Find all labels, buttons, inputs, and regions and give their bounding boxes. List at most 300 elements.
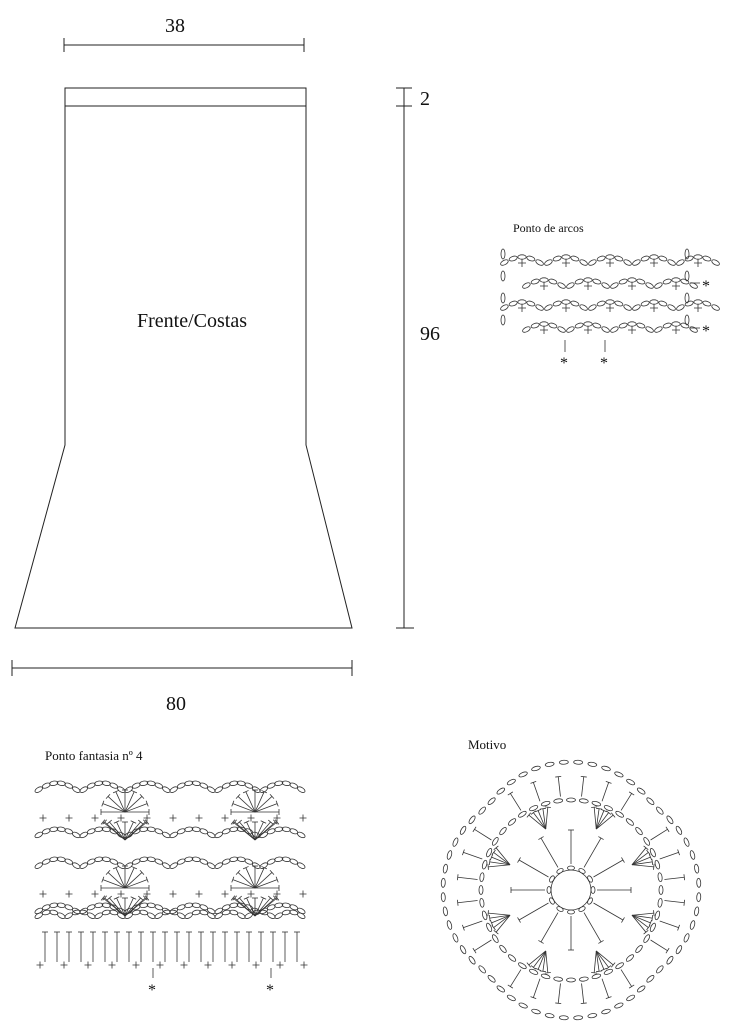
chain-stitch: [562, 255, 570, 259]
double-crochet-stitch: [474, 829, 491, 840]
chain-stitch: [267, 912, 276, 920]
chain-stitch: [696, 893, 700, 902]
arcos-marker-row-2: *: [702, 323, 710, 340]
chain-stitch: [641, 300, 650, 307]
chain-stitch: [297, 786, 306, 794]
chain-stitch: [579, 259, 588, 267]
chain-stitch: [441, 878, 445, 887]
single-crochet-stitch: [222, 815, 229, 822]
chain-stitch: [641, 255, 650, 262]
double-crochet-stitch: [109, 822, 125, 840]
chain-stitch: [557, 326, 566, 334]
chain-stitch: [591, 973, 601, 979]
chain-stitch: [635, 826, 644, 835]
fantasia-title: Ponto fantasia nº 4: [45, 748, 143, 763]
stitch-top-bar: [538, 837, 543, 840]
stitch-top-bar: [555, 1003, 561, 1004]
chain-stitch: [689, 920, 695, 930]
single-crochet-stitch: [118, 891, 125, 898]
double-crochet-stitch: [519, 860, 548, 877]
single-crochet-stitch: [248, 815, 255, 822]
stitch-top-bar: [473, 827, 476, 832]
chain-stitch: [645, 282, 654, 290]
chain-stitch: [694, 907, 699, 917]
fantasia-stitch-grid: [34, 780, 307, 968]
chain-stitch: [548, 897, 555, 905]
double-crochet-stitch: [546, 807, 548, 829]
chain-stitch: [556, 906, 564, 913]
fantasia-bottom-markers: [148, 968, 274, 999]
single-crochet-stitch: [274, 815, 281, 822]
double-crochet-stitch: [602, 782, 609, 801]
motivo-chart: [441, 737, 701, 1020]
chain-stitch: [540, 322, 548, 326]
double-crochet-stitch: [664, 901, 684, 903]
chain-stitch: [587, 875, 594, 883]
chain-stitch: [487, 797, 496, 806]
chain-stitch: [535, 259, 544, 267]
single-crochet-stitch: [606, 259, 614, 267]
single-crochet-stitch: [109, 962, 116, 969]
chain-stitch: [675, 825, 683, 835]
chain-stitch: [479, 898, 484, 907]
single-crochet-stitch: [229, 962, 236, 969]
chain-stitch: [556, 867, 564, 874]
chain-stitch: [636, 985, 646, 993]
stitch-top-bar: [540, 808, 546, 809]
chain-stitch: [518, 300, 526, 304]
chain-stitch: [672, 278, 680, 282]
single-crochet-stitch: [157, 962, 164, 969]
chain-stitch: [72, 831, 81, 839]
double-crochet-stitch: [582, 777, 584, 797]
single-crochet-stitch: [672, 282, 680, 290]
stitch-top-bar: [629, 985, 634, 988]
single-crochet-stitch: [694, 304, 702, 312]
chain-stitch: [587, 897, 594, 905]
chain-stitch: [597, 255, 606, 262]
chain-stitch: [446, 850, 452, 860]
single-crochet-stitch: [40, 891, 47, 898]
chain-stitch: [452, 837, 459, 847]
single-crochet-stitch: [300, 891, 307, 898]
single-crochet-stitch: [144, 815, 151, 822]
chain-stitch: [478, 806, 487, 815]
stitch-top-bar: [492, 850, 496, 855]
chain-stitch: [614, 300, 623, 307]
chain-stitch: [663, 322, 672, 329]
single-crochet-stitch: [66, 815, 73, 822]
chain-stitch: [666, 815, 674, 825]
chain-stitch: [685, 293, 689, 303]
single-crochet-stitch: [584, 326, 592, 334]
single-crochet-stitch: [584, 282, 592, 290]
chain-stitch: [72, 862, 81, 870]
chain-stitch: [531, 278, 540, 285]
stitch-top-bar: [531, 811, 536, 815]
stitch-top-bar: [531, 966, 536, 970]
chain-stitch: [643, 934, 651, 944]
chain-stitch: [619, 278, 628, 285]
chain-stitch: [452, 933, 459, 943]
chain-stitch: [646, 974, 655, 983]
arcos-chart: [500, 221, 721, 372]
chain-stitch: [615, 962, 625, 970]
chain-stitch: [650, 255, 658, 259]
chain-stitch: [501, 293, 505, 303]
chain-stitch: [57, 912, 66, 920]
arcos-title: Ponto de arcos: [513, 221, 584, 235]
chain-stitch: [655, 965, 664, 974]
chain-stitch: [468, 955, 476, 965]
motivo-stitch-diagram: [441, 760, 701, 1020]
stitch-top-bar: [652, 915, 653, 921]
bottom-width-dimension: [12, 660, 352, 715]
bottom-width-label: 80: [166, 693, 186, 715]
chain-stitch: [636, 278, 645, 285]
chain-stitch: [509, 255, 518, 262]
stitch-top-bar: [489, 915, 490, 921]
chain-stitch: [614, 1002, 624, 1009]
double-crochet-stitch: [533, 979, 540, 998]
chain-stitch: [683, 837, 690, 847]
double-crochet-stitch: [488, 865, 510, 867]
single-crochet-stitch: [133, 962, 140, 969]
chain-stitch: [535, 304, 544, 312]
stitch-top-bar: [492, 925, 496, 930]
stitch-top-bar: [591, 807, 597, 808]
double-crochet-stitch: [125, 796, 142, 812]
chain-stitch: [675, 945, 683, 955]
chain-stitch: [657, 872, 662, 881]
stitch-top-bar: [518, 917, 521, 922]
double-crochet-stitch: [594, 860, 623, 877]
chain-stitch: [610, 326, 619, 334]
single-crochet-stitch: [181, 962, 188, 969]
chain-stitch: [559, 760, 568, 764]
chain-stitch: [541, 973, 551, 979]
chain-stitch: [443, 864, 448, 874]
double-crochet-stitch: [632, 913, 654, 915]
double-crochet-stitch: [255, 872, 272, 888]
double-crochet-stitch: [651, 940, 668, 951]
double-crochet-stitch: [255, 796, 272, 812]
stitch-top-bar: [555, 776, 561, 777]
double-crochet-stitch: [474, 940, 491, 951]
chain-stitch: [696, 878, 700, 887]
single-crochet-stitch: [196, 891, 203, 898]
stitch-top-bar: [647, 850, 651, 855]
chain-stitch: [676, 304, 685, 312]
stitch-top-bar: [473, 948, 476, 953]
total-height-dimension: [396, 106, 440, 628]
single-crochet-stitch: [85, 962, 92, 969]
single-crochet-stitch: [518, 259, 526, 267]
chain-stitch: [636, 322, 645, 329]
chain-stitch: [628, 278, 636, 282]
double-crochet-stitch: [594, 951, 596, 973]
arcos-marker-row-1: *: [702, 278, 710, 295]
chain-stitch: [591, 887, 595, 894]
chain-stitch: [522, 326, 531, 334]
chain-stitch: [658, 255, 667, 262]
chain-stitch: [663, 278, 672, 285]
chain-stitch: [570, 255, 579, 262]
garment-outline: [15, 88, 352, 628]
single-crochet-stitch: [118, 815, 125, 822]
single-crochet-stitch: [92, 815, 99, 822]
top-width-label: 38: [165, 15, 185, 37]
stitch-top-bar: [606, 811, 611, 815]
stitch-top-bar: [654, 864, 655, 870]
chain-stitch: [506, 778, 516, 786]
chain-stitch: [87, 912, 96, 920]
stitch-top-bar: [591, 973, 597, 974]
single-crochet-stitch: [37, 962, 44, 969]
chain-stitch: [162, 831, 171, 839]
chain-stitch: [591, 800, 601, 806]
single-crochet-stitch: [562, 259, 570, 267]
chain-stitch: [588, 762, 598, 767]
chain-stitch: [601, 326, 610, 334]
double-crochet-stitch: [247, 822, 255, 840]
chain-stitch: [531, 765, 541, 771]
single-crochet-stitch: [628, 326, 636, 334]
chain-stitch: [459, 825, 467, 835]
chain-stitch: [518, 255, 526, 259]
chain-stitch: [597, 300, 606, 307]
chain-stitch: [601, 765, 611, 771]
center-ring: [551, 870, 591, 910]
chain-stitch: [553, 255, 562, 262]
single-crochet-stitch: [562, 304, 570, 312]
double-crochet-stitch: [664, 877, 684, 879]
chain-stitch: [566, 282, 575, 290]
chain-stitch: [654, 326, 663, 334]
chain-stitch: [531, 1008, 541, 1014]
chain-stitch: [666, 955, 674, 965]
chain-stitch: [711, 259, 720, 267]
chain-stitch: [689, 326, 698, 334]
chain-stitch: [680, 278, 689, 285]
chain-stitch: [548, 875, 555, 883]
chain-stitch: [694, 255, 702, 259]
double-crochet-stitch: [108, 872, 125, 888]
stitch-top-bar: [647, 925, 651, 930]
chain-stitch: [547, 887, 551, 894]
top-width-dimension: [64, 15, 304, 52]
double-crochet-stitch: [541, 913, 558, 942]
chain-stitch: [517, 962, 527, 970]
chain-stitch: [540, 278, 548, 282]
chain-stitch: [566, 326, 575, 334]
stitch-top-bar: [598, 837, 603, 840]
chain-stitch: [548, 322, 557, 329]
chain-stitch: [628, 322, 636, 326]
chain-stitch: [574, 1015, 583, 1019]
chain-stitch: [657, 898, 662, 907]
chain-stitch: [570, 300, 579, 307]
chain-stitch: [541, 800, 551, 806]
chain-stitch: [685, 271, 689, 281]
single-crochet-stitch: [672, 326, 680, 334]
double-crochet-stitch: [558, 983, 560, 1003]
chain-stitch: [667, 259, 676, 267]
double-crochet-stitch: [458, 877, 478, 879]
band-height-dimension: [396, 88, 430, 110]
stitch-top-bar: [508, 985, 513, 988]
chain-stitch: [615, 810, 625, 818]
chain-stitch: [623, 304, 632, 312]
chain-stitch: [579, 976, 588, 981]
fantasia-marker-1: *: [148, 982, 156, 999]
chain-stitch: [632, 304, 641, 312]
chain-stitch: [619, 322, 628, 329]
total-height-label: 96: [420, 323, 440, 345]
chain-stitch: [522, 282, 531, 290]
single-crochet-stitch: [694, 259, 702, 267]
chain-stitch: [553, 300, 562, 307]
arcos-stitch-grid: [500, 249, 721, 334]
chain-stitch: [592, 278, 601, 285]
chain-stitch: [702, 300, 711, 307]
double-crochet-stitch: [621, 970, 632, 987]
chain-stitch: [526, 300, 535, 307]
chain-stitch: [694, 300, 702, 304]
chain-stitch: [147, 912, 156, 920]
band-height-label: 2: [420, 88, 430, 110]
single-crochet-stitch: [222, 891, 229, 898]
single-crochet-stitch: [518, 304, 526, 312]
chain-stitch: [207, 831, 216, 839]
chain-stitch: [588, 259, 597, 267]
chain-stitch: [545, 1013, 555, 1018]
double-crochet-stitch: [558, 777, 560, 797]
chain-stitch: [518, 771, 528, 778]
double-crochet-stitch: [125, 822, 141, 840]
chain-stitch: [567, 798, 576, 802]
chain-stitch: [526, 255, 535, 262]
chain-stitch: [509, 300, 518, 307]
chain-stitch: [478, 965, 487, 974]
chain-stitch: [654, 282, 663, 290]
chain-stitch: [711, 304, 720, 312]
single-crochet-stitch: [606, 304, 614, 312]
stitch-top-bar: [538, 940, 543, 943]
chain-stitch: [689, 850, 695, 860]
chain-stitch: [632, 259, 641, 267]
single-crochet-stitch: [540, 326, 548, 334]
garment-schematic: [12, 15, 440, 715]
chain-stitch: [459, 945, 467, 955]
stitch-top-bar: [488, 864, 489, 870]
fantasia-marker-2: *: [266, 982, 274, 999]
chain-stitch: [446, 920, 452, 930]
chain-stitch: [606, 300, 614, 304]
stitch-top-bar: [598, 940, 603, 943]
stitch-top-bar: [545, 807, 551, 808]
stitch-top-bar: [621, 857, 624, 862]
chain-stitch: [562, 300, 570, 304]
chain-stitch: [655, 806, 664, 815]
chain-stitch: [567, 978, 576, 982]
chain-stitch: [544, 259, 553, 267]
chain-stitch: [479, 886, 483, 895]
single-crochet-stitch: [300, 815, 307, 822]
chain-stitch: [610, 282, 619, 290]
chain-stitch: [579, 798, 588, 803]
chain-stitch: [481, 860, 487, 870]
single-crochet-stitch: [540, 282, 548, 290]
chain-stitch: [623, 259, 632, 267]
chain-stitch: [557, 282, 566, 290]
stitch-top-bar: [518, 857, 521, 862]
stitch-top-bar: [540, 971, 546, 972]
stitch-top-bar: [684, 874, 685, 880]
chain-stitch: [584, 278, 592, 282]
chain-stitch: [645, 326, 654, 334]
chain-stitch: [500, 259, 509, 267]
double-crochet-stitch: [651, 829, 668, 840]
single-crochet-stitch: [205, 962, 212, 969]
chain-stitch: [626, 994, 636, 1002]
double-crochet-stitch: [660, 921, 679, 928]
stitch-top-bar: [488, 910, 489, 916]
single-crochet-stitch: [144, 891, 151, 898]
chain-stitch: [548, 278, 557, 285]
double-crochet-stitch: [546, 951, 548, 973]
chain-stitch: [685, 315, 689, 325]
single-crochet-stitch: [66, 891, 73, 898]
double-crochet-stitch: [584, 913, 601, 942]
double-crochet-stitch: [108, 796, 125, 812]
chain-stitch: [517, 810, 527, 818]
chain-stitch: [680, 322, 689, 329]
chain-stitch: [625, 954, 634, 963]
chain-stitch: [643, 836, 651, 846]
chain-stitch: [601, 1008, 611, 1014]
double-crochet-stitch: [125, 898, 141, 916]
chain-stitch: [443, 907, 448, 917]
chain-stitch: [297, 862, 306, 870]
stitch-top-bar: [581, 776, 587, 777]
double-crochet-stitch: [463, 852, 482, 859]
chain-stitch: [568, 866, 575, 870]
chain-stitch: [601, 282, 610, 290]
chain-stitch: [588, 1013, 598, 1018]
single-crochet-stitch: [170, 891, 177, 898]
chain-stitch: [507, 818, 516, 827]
chain-stitch: [606, 255, 614, 259]
chain-stitch: [72, 786, 81, 794]
double-crochet-stitch: [463, 921, 482, 928]
chain-stitch: [614, 255, 623, 262]
double-crochet-stitch: [584, 838, 601, 867]
chain-stitch: [544, 304, 553, 312]
double-crochet-stitch: [488, 913, 510, 915]
double-crochet-stitch: [660, 852, 679, 859]
chain-stitch: [545, 762, 555, 767]
double-crochet-stitch: [125, 872, 142, 888]
chain-stitch: [614, 771, 624, 778]
chain-stitch: [626, 778, 636, 786]
chain-stitch: [207, 862, 216, 870]
chain-stitch: [575, 322, 584, 329]
double-crochet-stitch: [621, 793, 632, 810]
chain-stitch: [501, 315, 505, 325]
stitch-top-bar: [508, 792, 513, 795]
chain-stitch: [559, 1015, 568, 1019]
